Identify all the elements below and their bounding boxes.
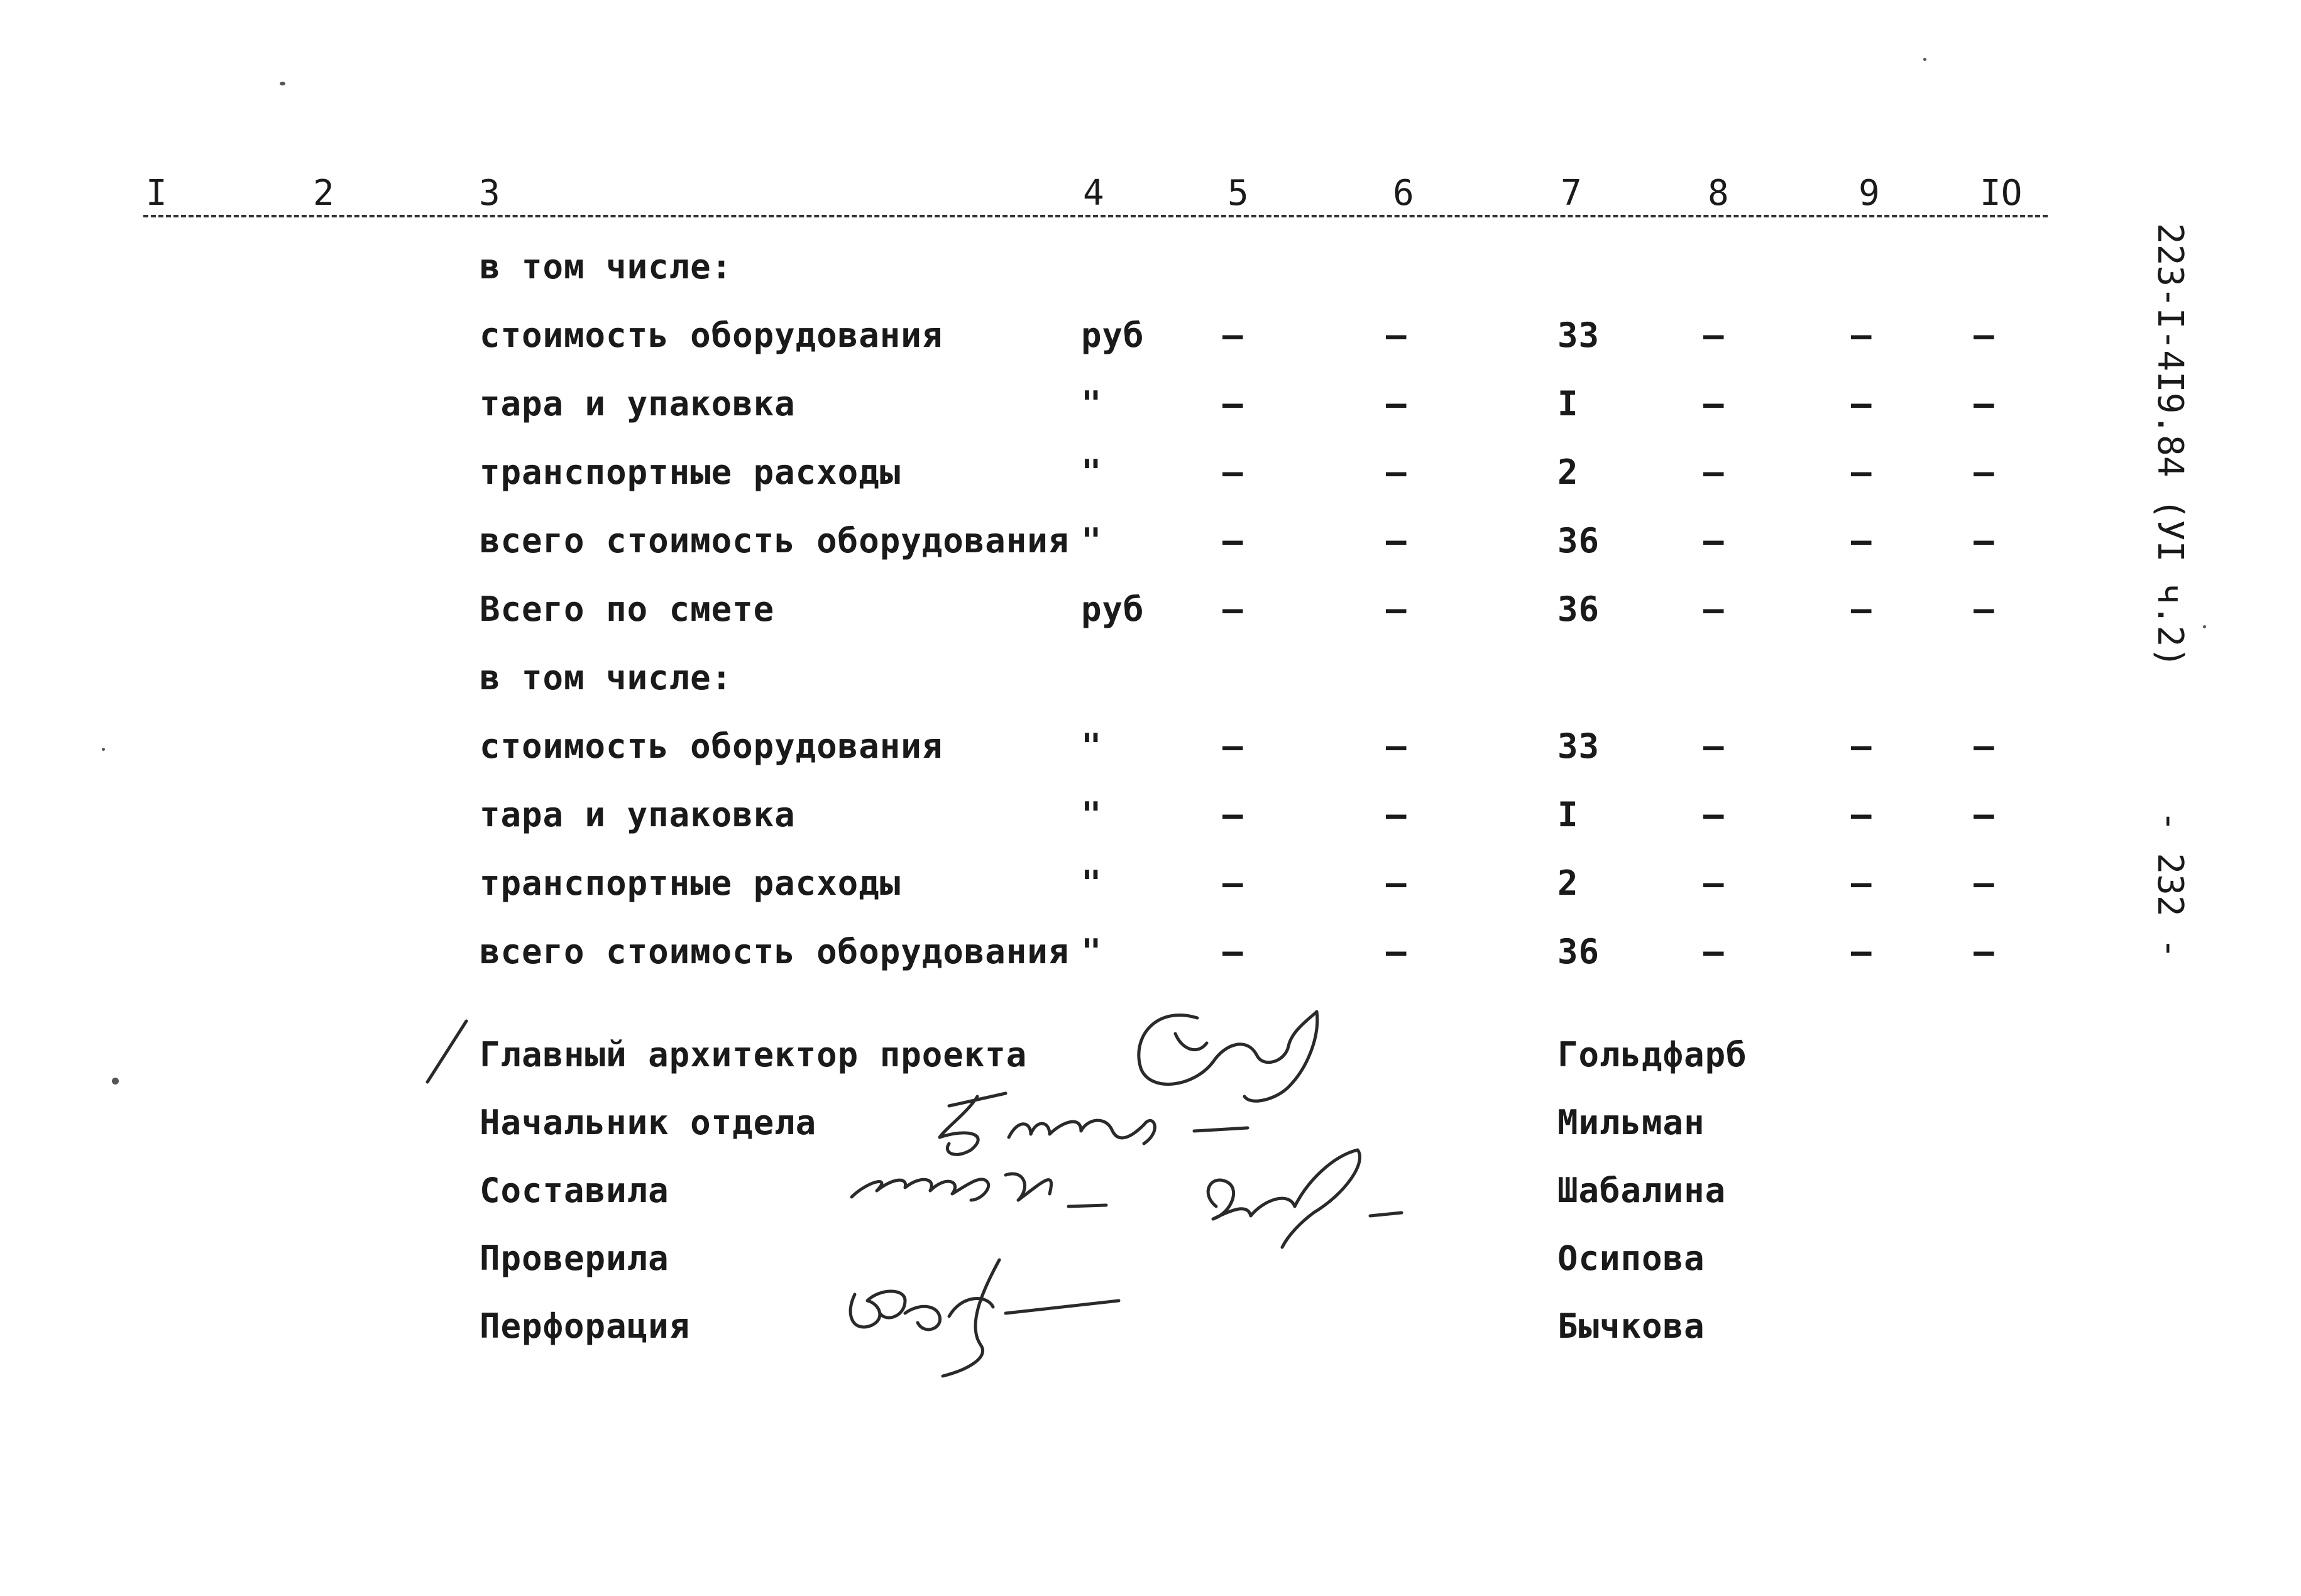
row-cell-c4: " (1081, 521, 1102, 560)
signature-role: Составила (480, 1171, 669, 1210)
row-cell-c4: " (1081, 384, 1102, 424)
row-cell-c9: – (1851, 726, 1872, 766)
row-label: транспортные расходы (480, 452, 901, 492)
row-cell-c10: – (1974, 384, 1995, 424)
signature-name: Бычкова (1557, 1306, 1705, 1346)
row-cell-c8: – (1703, 589, 1725, 629)
signature-name: Осипова (1557, 1238, 1705, 1278)
col-header-7: 7 (1561, 173, 1582, 214)
signature-name: Гольдфарб (1557, 1035, 1747, 1074)
row-cell-c7: 36 (1557, 932, 1600, 971)
row-cell-c6: – (1386, 384, 1407, 424)
row-label: тара и упаковка (480, 384, 796, 424)
signature-architect (1139, 1012, 1317, 1101)
row-label: стоимость оборудования (480, 726, 943, 766)
row-cell-c8: – (1703, 384, 1725, 424)
row-cell-c5: – (1222, 726, 1244, 766)
row-cell-c4: " (1081, 863, 1102, 903)
row-cell-c6: – (1386, 521, 1407, 560)
col-header-6: 6 (1393, 173, 1414, 214)
signature-role: Проверила (480, 1238, 669, 1278)
row-cell-c8: – (1703, 452, 1725, 492)
row-cell-c7: I (1557, 795, 1579, 834)
row-cell-c8: – (1703, 315, 1725, 355)
row-cell-c9: – (1851, 452, 1872, 492)
col-header-4: 4 (1083, 173, 1104, 214)
signature-role: Перфорация (480, 1306, 691, 1346)
scan-speck (112, 1078, 119, 1085)
row-cell-c4: " (1081, 932, 1102, 971)
row-cell-c7: 33 (1557, 315, 1600, 355)
row-cell-c10: – (1974, 521, 1995, 560)
margin-slash-mark (427, 1021, 466, 1082)
row-cell-c10: – (1974, 726, 1995, 766)
scan-speck (280, 82, 285, 85)
row-cell-c8: – (1703, 726, 1725, 766)
row-cell-c8: – (1703, 863, 1725, 903)
row-cell-c9: – (1851, 932, 1872, 971)
row-cell-c5: – (1222, 384, 1244, 424)
row-cell-c9: – (1851, 384, 1872, 424)
row-cell-c7: 36 (1557, 589, 1600, 629)
row-cell-c7: I (1557, 384, 1579, 424)
signature-checker (1208, 1150, 1402, 1247)
row-cell-c4: " (1081, 726, 1102, 766)
row-cell-c7: 36 (1557, 521, 1600, 560)
col-header-3: 3 (479, 173, 500, 214)
row-cell-c4: " (1081, 795, 1102, 834)
row-label: тара и упаковка (480, 795, 796, 834)
scan-speck (1923, 58, 1926, 61)
col-header-9: 9 (1859, 173, 1880, 214)
row-label: всего стоимость оборудования (480, 932, 1070, 971)
row-cell-c6: – (1386, 863, 1407, 903)
signature-role: Начальник отдела (480, 1103, 817, 1142)
row-label: в том числе: (480, 658, 733, 697)
col-header-1: I (146, 173, 167, 214)
row-cell-c4: " (1081, 452, 1102, 492)
scan-speck (2203, 625, 2206, 628)
row-cell-c8: – (1703, 521, 1725, 560)
col-header-8: 8 (1708, 173, 1729, 214)
row-label: в том числе: (480, 247, 733, 287)
signature-role: Главный архитектор проекта (480, 1035, 1028, 1074)
row-label: стоимость оборудования (480, 315, 943, 355)
row-cell-c8: – (1703, 932, 1725, 971)
row-cell-c5: – (1222, 589, 1244, 629)
row-cell-c5: – (1222, 521, 1244, 560)
row-cell-c5: – (1222, 795, 1244, 834)
page-number: - 232 - (2150, 811, 2190, 959)
col-header-10: IO (1980, 173, 2023, 214)
row-label: транспортные расходы (480, 863, 901, 903)
row-cell-c10: – (1974, 863, 1995, 903)
row-cell-c9: – (1851, 795, 1872, 834)
row-cell-c6: – (1386, 452, 1407, 492)
row-cell-c10: – (1974, 795, 1995, 834)
row-label: Всего по смете (480, 589, 775, 629)
row-cell-c5: – (1222, 315, 1244, 355)
row-cell-c9: – (1851, 521, 1872, 560)
col-header-5: 5 (1227, 173, 1249, 214)
row-label: всего стоимость оборудования (480, 521, 1070, 560)
row-cell-c9: – (1851, 315, 1872, 355)
row-cell-c9: – (1851, 589, 1872, 629)
row-cell-c8: – (1703, 795, 1725, 834)
row-cell-c6: – (1386, 795, 1407, 834)
scan-speck (102, 748, 105, 751)
row-cell-c4: руб (1081, 315, 1145, 355)
signature-name: Шабалина (1557, 1171, 1727, 1210)
row-cell-c7: 2 (1557, 863, 1579, 903)
row-cell-c5: – (1222, 932, 1244, 971)
row-cell-c5: – (1222, 863, 1244, 903)
row-cell-c6: – (1386, 932, 1407, 971)
document-code: 223-I-4I9.84 (УI ч.2) (2150, 223, 2190, 669)
signature-name: Мильман (1557, 1103, 1705, 1142)
col-header-2: 2 (313, 173, 334, 214)
signature-perforation (850, 1260, 1119, 1376)
signature-dept-head (940, 1093, 1248, 1154)
row-cell-c10: – (1974, 932, 1995, 971)
row-cell-c5: – (1222, 452, 1244, 492)
row-cell-c7: 33 (1557, 726, 1600, 766)
row-cell-c6: – (1386, 589, 1407, 629)
row-cell-c10: – (1974, 315, 1995, 355)
row-cell-c10: – (1974, 452, 1995, 492)
row-cell-c10: – (1974, 589, 1995, 629)
row-cell-c9: – (1851, 863, 1872, 903)
row-cell-c6: – (1386, 726, 1407, 766)
signature-compiler (852, 1174, 1106, 1206)
row-cell-c6: – (1386, 315, 1407, 355)
row-cell-c7: 2 (1557, 452, 1579, 492)
row-cell-c4: руб (1081, 589, 1145, 629)
